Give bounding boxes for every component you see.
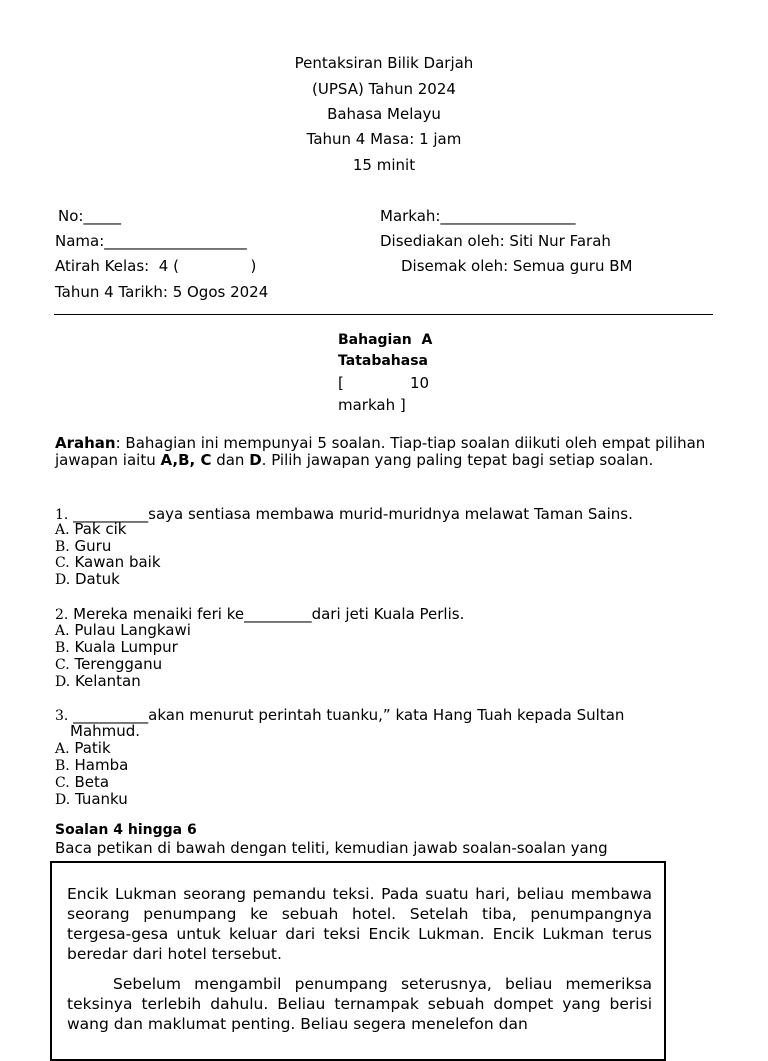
header-line-5: 15 minit [352,156,416,174]
section-marks-close: markah ] [338,396,406,414]
question-number: 2. [55,607,69,623]
header-line-1: Pentaksiran Bilik Darjah [294,54,474,72]
passage-instruction: Baca petikan di bawah dengan teliti, kemudian jawab soalan-soalan yang [55,839,608,857]
option-d [55,570,120,588]
option-text: Tuanku [74,790,128,808]
option-letter: B. [55,539,70,555]
question-number: 3. [55,708,69,724]
question-1 [55,505,633,523]
option-text: Guru [74,537,112,555]
option-letter: C. [55,775,70,791]
option-letter: C. [55,555,70,571]
question-text: __________akan menurut perintah tuanku,” kata Hang Tuah kepada Sultan [73,706,625,724]
kelas-field: Atirah Kelas: 4 ( ) [55,257,257,275]
option-d [55,790,128,808]
question-text: __________saya sentiasa membawa murid-muridnya melawat Taman Sains. [73,505,633,523]
header-line-3: Bahasa Melayu [327,105,441,123]
option-a [55,621,191,639]
instructions-text-b: dan [211,451,250,469]
option-text: Kawan baik [74,553,161,571]
section-marks-num: 10 [410,374,430,392]
option-letter: C. [55,657,70,673]
option-letter: A. [55,522,70,538]
option-c [55,655,162,673]
option-letter: B. [55,758,70,774]
section-subtitle: Tatabahasa [338,353,428,369]
tarikh-field: Tahun 4 Tarikh: 5 Ogos 2024 [55,283,269,301]
header-line-2: (UPSA) Tahun 2024 [312,80,456,98]
header-line-4: Tahun 4 Masa: 1 jam [306,130,462,148]
question-3 [55,706,624,724]
disediakan-field: Disediakan oleh: Siti Nur Farah [380,232,611,250]
option-c [55,553,161,571]
option-text: Kelantan [74,672,141,690]
option-text: Pak cik [74,520,127,538]
passage-section-title: Soalan 4 hingga 6 [55,822,197,838]
passage-paragraph-1: Encik Lukman seorang pemandu teksi. Pada suatu hari, beliau membawa seorang penumpang ke sebuah hotel. Setelah tiba, penumpangnya tergesa-gesa untuk keluar dari teksi Encik Lukman. Encik Lukman terus beredar dari hotel tersebut. [67,885,652,963]
instructions-text-c: . Pilih jawapan yang paling tepat bagi setiap soalan. [261,451,654,469]
markah-field: Markah:__________________ [380,207,576,225]
question-text: Mereka menaiki feri ke_________dari jeti Kuala Perlis. [73,605,465,623]
option-a [55,520,126,538]
option-letter: D. [55,792,71,808]
instructions [55,435,722,469]
option-c [55,773,109,791]
passage-box [50,861,666,1061]
instructions-label: Arahan [55,434,116,452]
option-b [55,638,178,656]
question-number: 1. [55,507,69,523]
option-text: Hamba [74,756,129,774]
section-marks-open: [ [338,374,344,392]
option-a [55,739,111,757]
option-letter: B. [55,640,70,656]
option-letter: A. [55,623,70,639]
nama-field: Nama:___________________ [55,232,247,250]
no-field: No:_____ [58,207,121,225]
section-title: Bahagian A [338,332,433,348]
instructions-opt-d: D [249,451,262,469]
disemak-field: Disemak oleh: Semua guru BM [401,257,633,275]
option-text: Datuk [74,570,120,588]
option-letter: D. [55,572,71,588]
passage-paragraph-2: Sebelum mengambil penumpang seterusnya, beliau memeriksa teksinya terlebih dahulu. Beliau ternampak sebuah dompet yang berisi wang dan maklumat penting. Beliau segera menelefon dan [67,975,652,1033]
instructions-text-a: : Bahagian ini mempunyai 5 soalan. Tiap-tiap soalan diikuti oleh empat pilihan jawapan iaitu [55,434,706,469]
option-text: Pulau Langkawi [74,621,191,639]
divider-line [54,314,713,315]
option-text: Terengganu [74,655,163,673]
option-text: Kuala Lumpur [74,638,178,656]
instructions-opts: A,B, C [160,451,212,469]
option-letter: D. [55,674,71,690]
option-text: Beta [74,773,110,791]
question-3-continued: Mahmud. [70,722,141,740]
option-letter: A. [55,741,70,757]
option-d [55,672,141,690]
option-b [55,756,128,774]
option-text: Patik [74,739,111,757]
